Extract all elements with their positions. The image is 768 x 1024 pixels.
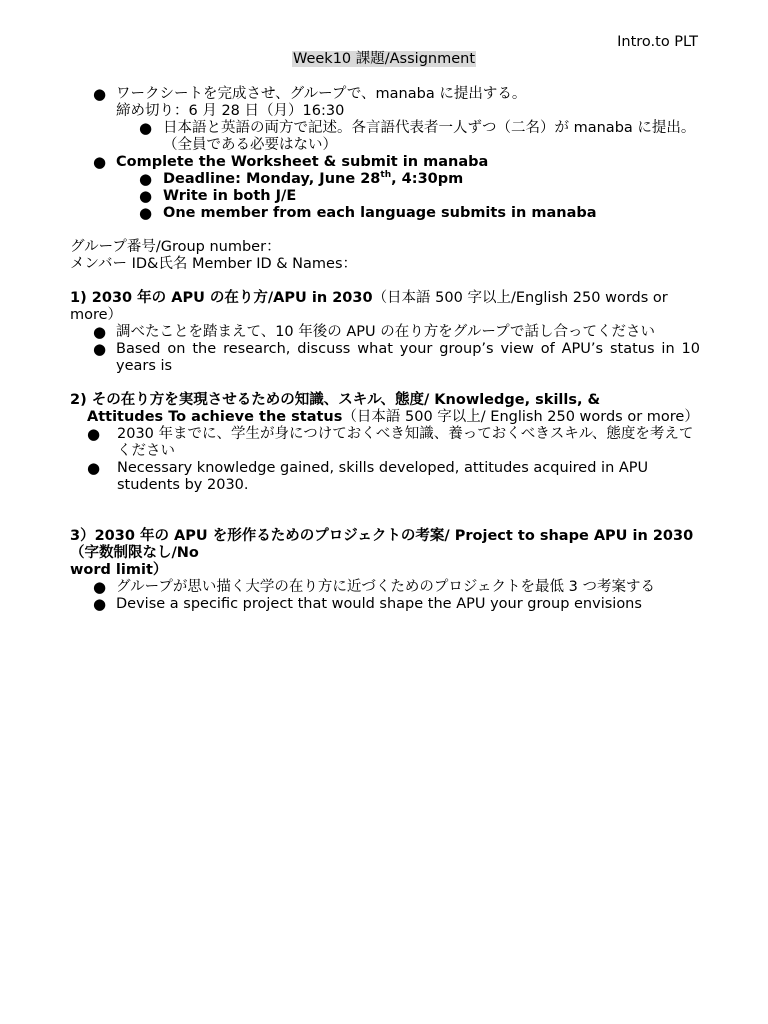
bullet-icon: ● xyxy=(87,425,101,443)
jp-deadline: 締め切り：6 月 28 日（月）16:30 xyxy=(116,103,345,119)
list-item xyxy=(70,460,700,494)
bullet-icon: ● xyxy=(93,153,107,171)
list-item xyxy=(70,579,700,596)
list-item xyxy=(70,86,700,120)
list-item xyxy=(70,188,700,205)
bullet-icon: ● xyxy=(93,595,107,613)
q3-title-cont: word limit） xyxy=(70,562,168,578)
bullet-icon: ● xyxy=(93,578,107,596)
q2-bullet-en: Necessary knowledge gained, skills developed, attitudes acquired in APU students by 2030. xyxy=(117,460,649,493)
list-item xyxy=(70,596,700,613)
bullet-icon: ● xyxy=(139,187,153,205)
q1-limit: （日本語 500 字以上/English 250 words or more） xyxy=(70,290,668,323)
q2-title: Attitudes To achieve the status xyxy=(87,409,343,425)
spacer xyxy=(70,375,700,392)
q1-bullet-en: Based on the research, discuss what your group’s view of APU’s status in 10 years is xyxy=(116,341,700,374)
list-item xyxy=(70,205,700,222)
bullet-icon: ● xyxy=(139,204,153,222)
member-ids-label: メンバー ID&氏名 Member ID & Names： xyxy=(70,256,358,272)
en-write-both: Write in both J/E xyxy=(163,188,297,204)
list-item xyxy=(70,120,700,154)
question-2-heading-line1: 2) その在り方を実現させるための知識、スキル、態度/ Knowledge, skills, & xyxy=(70,392,601,408)
spacer xyxy=(70,494,700,511)
title-wrap xyxy=(0,51,768,68)
q3-limit: （字数制限なし/No xyxy=(70,545,199,561)
list-item xyxy=(70,171,700,188)
group-number-label: グループ番号/Group number： xyxy=(70,239,281,255)
question-2-heading-line2 xyxy=(70,409,700,426)
bullet-icon: ● xyxy=(139,119,153,137)
q2-list xyxy=(70,426,700,494)
q2-bullet-jp: 2030 年までに、学生が身につけておくべき知識、養っておくべきスキル、態度を考えてください xyxy=(117,426,694,459)
bullet-icon: ● xyxy=(93,323,107,341)
bullet-icon: ● xyxy=(139,170,153,188)
q3-bullet-en: Devise a specific project that would shape the APU your group envisions xyxy=(116,596,642,612)
content xyxy=(70,86,700,613)
spacer xyxy=(70,511,700,528)
bullet-icon: ● xyxy=(93,340,107,358)
q1-title: 1) 2030 年の APU の在り方/APU in 2030 xyxy=(70,290,373,306)
en-deadline: Deadline: Monday, June 28 xyxy=(163,171,381,187)
q3-bullet-jp: グループが思い描く大学の在り方に近づくためのプロジェクトを最低 3 つ考案する xyxy=(116,579,655,595)
q1-list xyxy=(70,324,700,375)
page-title: Week10 課題/Assignment xyxy=(292,51,476,67)
q2-limit: （日本語 500 字以上/ English 250 words or more） xyxy=(342,409,699,425)
bullet-icon: ● xyxy=(93,85,107,103)
list-item xyxy=(70,154,700,171)
q3-list xyxy=(70,579,700,613)
en-deadline-time: , 4:30pm xyxy=(391,171,464,187)
list-item xyxy=(70,341,700,375)
spacer xyxy=(70,273,700,290)
jp-main-instruction: ワークシートを完成させ、グループで、manaba に提出する。 xyxy=(116,86,527,102)
list-item xyxy=(70,426,700,460)
course-name: Intro.to PLT xyxy=(617,34,698,50)
q3-title: 3）2030 年の APU を形作るためのプロジェクトの考案/ Project to shape APU in 2030 xyxy=(70,528,694,544)
spacer xyxy=(70,222,700,239)
question-1-heading xyxy=(70,290,700,324)
question-3-heading xyxy=(70,528,700,579)
bullet-icon: ● xyxy=(87,459,101,477)
en-main-instruction: Complete the Worksheet & submit in manaba xyxy=(116,154,489,170)
en-deadline-sup: th xyxy=(380,170,392,181)
list-item xyxy=(70,324,700,341)
instructions-list xyxy=(70,86,700,222)
jp-sub-instruction: 日本語と英語の両方で記述。各言語代表者一人ずつ（二名）が manaba に提出。（全員である必要はない） xyxy=(163,120,696,153)
q1-bullet-jp: 調べたことを踏まえて、10 年後の APU の在り方をグループで話し合ってください xyxy=(116,324,656,340)
en-member-submit: One member from each language submits in manaba xyxy=(163,205,597,221)
